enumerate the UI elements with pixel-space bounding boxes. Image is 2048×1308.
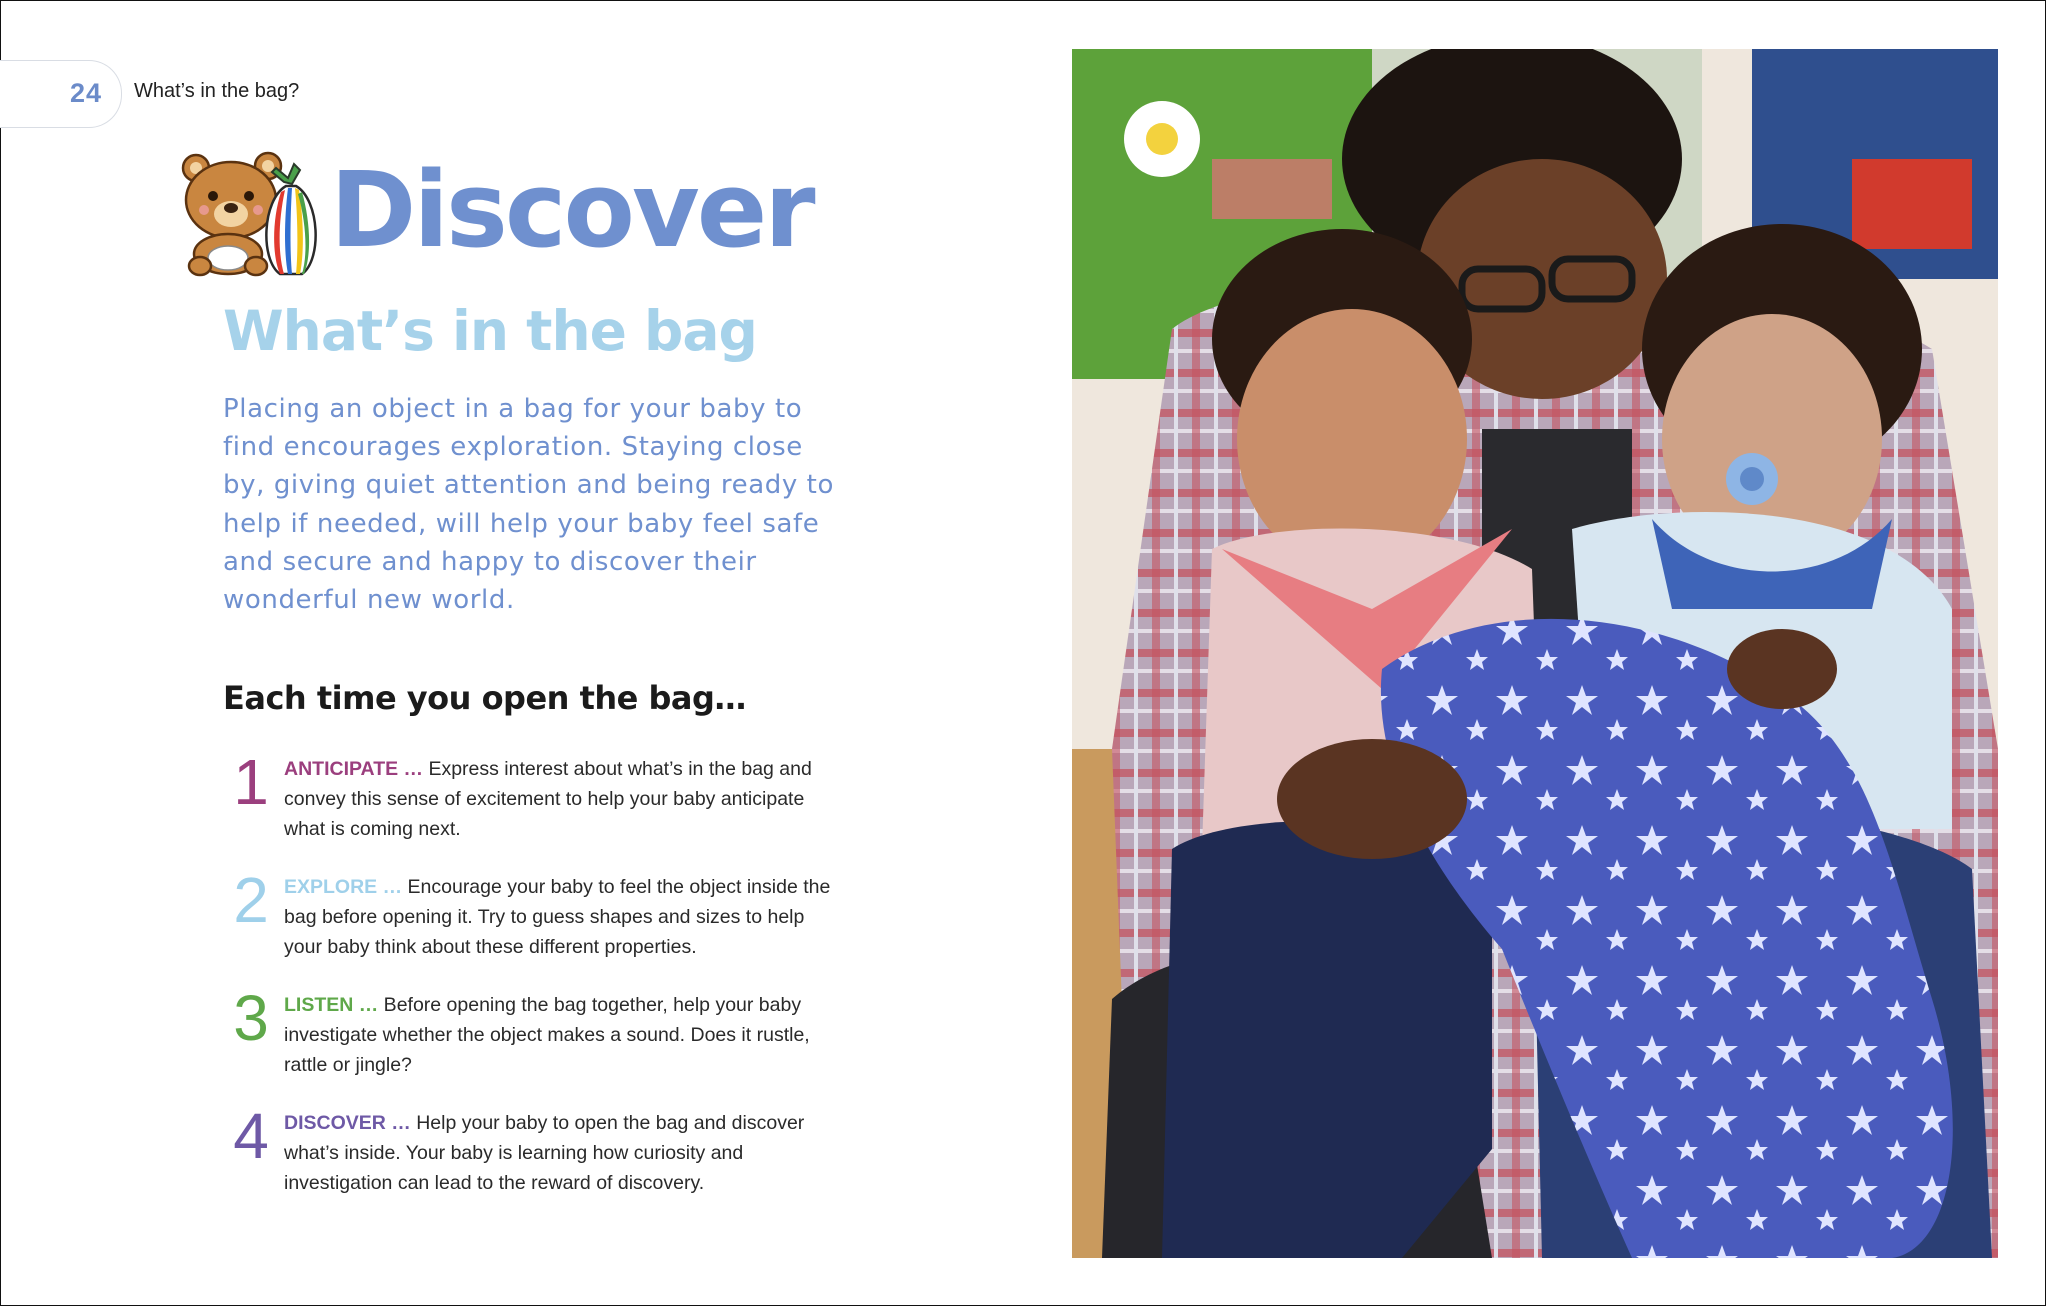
step-number: 1 [233, 746, 269, 818]
step-text [284, 1108, 832, 1198]
page-title: Discover [330, 149, 813, 271]
step-text [284, 990, 832, 1080]
subtitle: What’s in the bag [223, 299, 757, 363]
page-number-tab [0, 60, 122, 128]
step-text [284, 872, 832, 962]
step-label: DISCOVER … [284, 1112, 411, 1134]
step-text [284, 754, 832, 844]
step-number: 3 [233, 982, 269, 1054]
step-number: 2 [233, 864, 269, 936]
step-description: Express interest about what’s in the bag and convey this sense of excitement to help your baby anticipate what is coming next. [284, 758, 812, 840]
page-number: 24 [70, 78, 103, 108]
step-label: ANTICIPATE … [284, 758, 424, 780]
step-description: Encourage your baby to feel the object inside the bag before opening it. Try to guess shapes and sizes to help your baby think about these different properties. [284, 876, 831, 958]
step-description: Before opening the bag together, help your baby investigate whether the object makes a sound. Does it rustle, rattle or jingle? [284, 994, 810, 1076]
step-number: 4 [233, 1100, 269, 1172]
teddy-bear-with-striped-bag-icon [176, 150, 322, 278]
step-label: LISTEN … [284, 994, 379, 1016]
photo-adult-with-toddlers [1072, 49, 1998, 1258]
intro-paragraph: Placing an object in a bag for your baby to find encourages exploration. Staying close by, giving quiet attention and being ready to help if needed, will help your baby feel safe and secure and happy to discover their wonderful new world. [223, 394, 834, 616]
steps-heading: Each time you open the bag… [223, 679, 746, 717]
running-head: What’s in the bag? [134, 80, 300, 102]
step-label: EXPLORE … [284, 876, 403, 898]
step-description: Help your baby to open the bag and discover what’s inside. Your baby is learning how curiosity and investigation can lead to the reward of discovery. [284, 1112, 805, 1194]
